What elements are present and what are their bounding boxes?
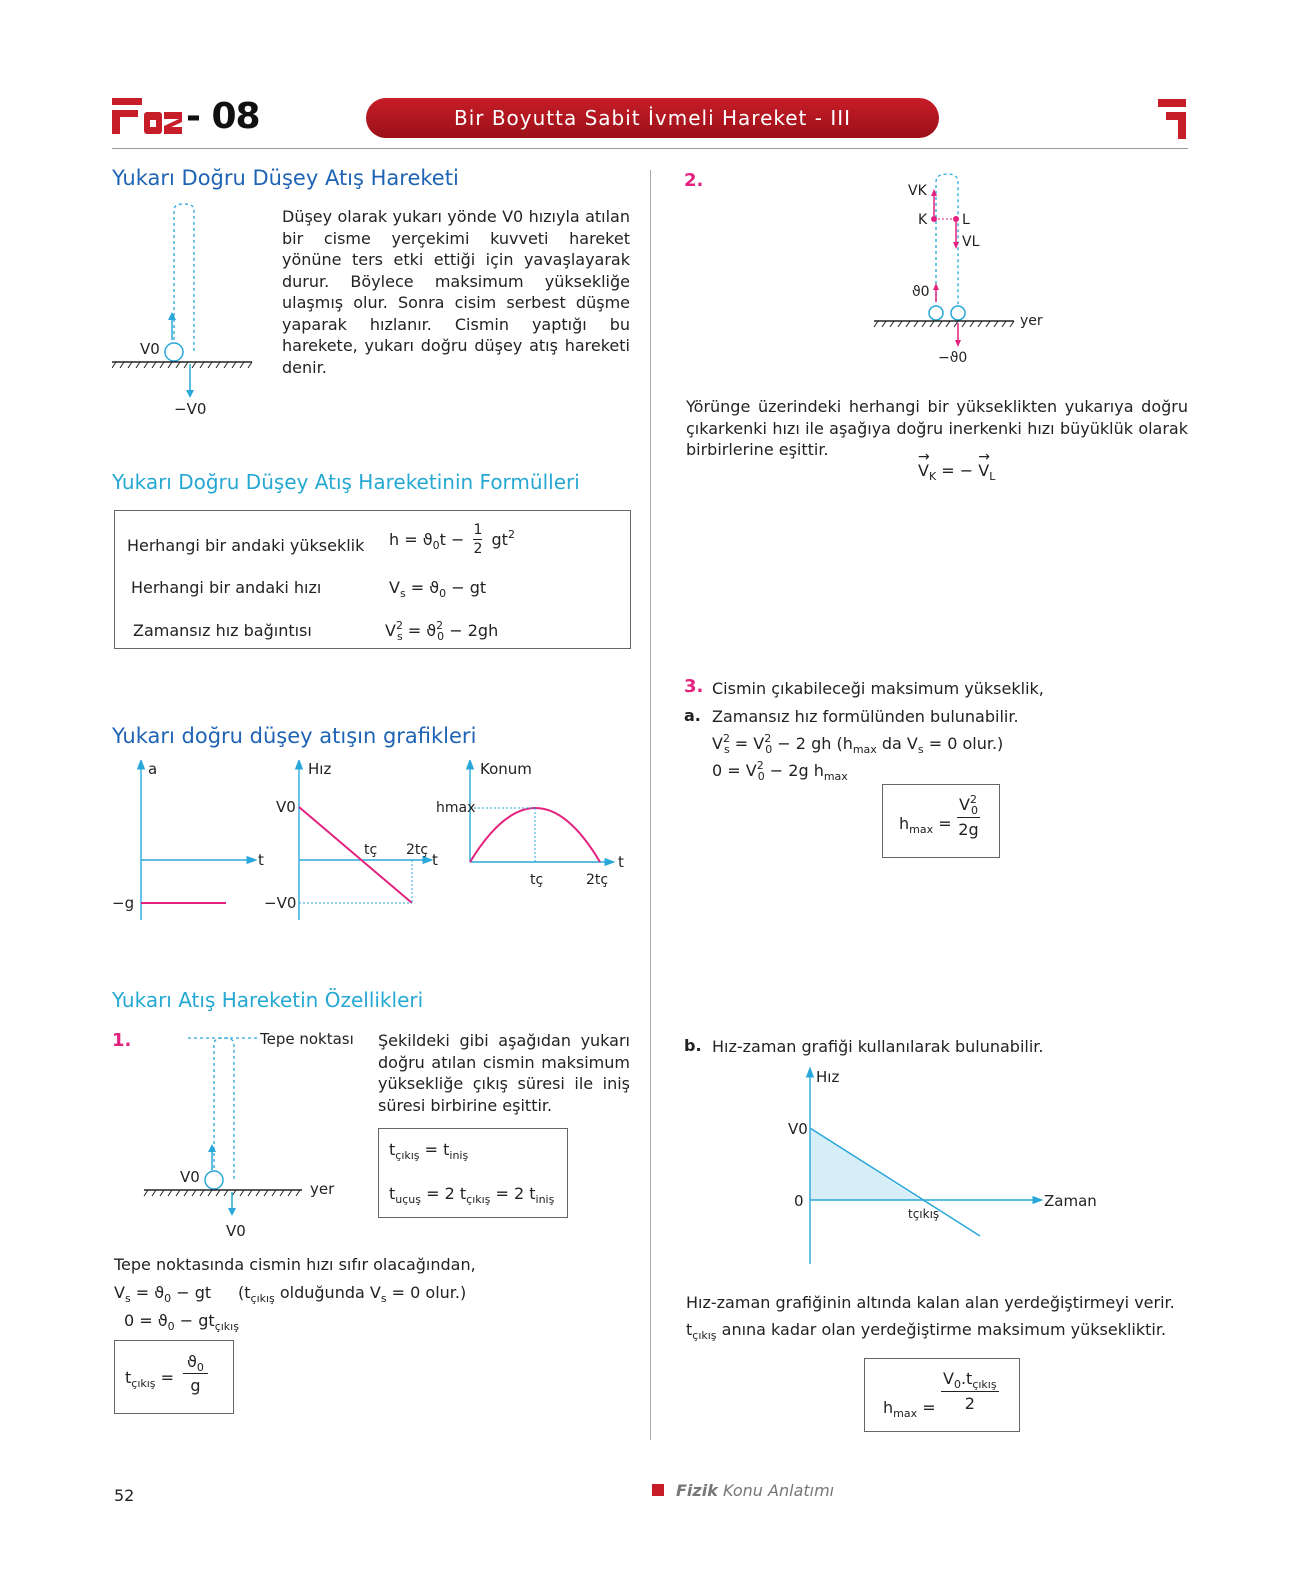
item-1-eq1-note: ($t_{çıkış}$ olduğunda $V_s = 0$ olur.) (238, 1283, 467, 1305)
item-3b-after2: $t_{çıkış}$ anına kadar olan yerdeğiştirme maksimum yüksekliktir. (686, 1320, 1167, 1342)
item-1-eq2: $0 = ϑ_0 - gt_{çıkış}$ (124, 1311, 239, 1333)
box-line-1: $t_{çıkış} = t_{iniş}$ (389, 1140, 469, 1162)
formula-height: $h = ϑ_0t$ − $\frac{1}{2}$ $gt^2$ (389, 522, 515, 557)
graph-v-neg-v0: −V0 (264, 894, 297, 912)
graph-v-tc: tç (364, 842, 378, 858)
area-graph-zero: 0 (794, 1192, 804, 1210)
footer-square-icon (652, 1484, 664, 1496)
graph-v-xlabel: t (432, 851, 438, 869)
symmetry-figure (870, 170, 1090, 370)
graph-a-xlabel: t (258, 851, 264, 869)
item-3b-label: b. (684, 1036, 702, 1055)
section-title-graphs: Yukarı doğru düşey atışın grafikleri (112, 724, 477, 748)
motion-graphs (112, 760, 642, 930)
area-graph-v0: V0 (788, 1120, 808, 1138)
item-1-eq1: $V_s = ϑ_0$ − gt (114, 1283, 212, 1305)
item-3a-eq1: $V^2_s = V^2_0 - 2$ gh ($h_{max}$ da $V_s = 0$ olur.) (712, 732, 1004, 756)
formula-label-timeless: Zamansız hız bağıntısı (133, 621, 312, 640)
item-3b-after1: Hız-zaman grafiğinin altında kalan alan yerdeğiştirmeyi verir. (686, 1293, 1175, 1312)
graph-v-2tc: 2tç (406, 842, 429, 858)
time-equality-box (378, 1128, 568, 1218)
apex-figure (140, 1030, 370, 1240)
t-result-fraction: $ϑ_0$ g (183, 1351, 208, 1398)
area-graph-ylabel: Hız (816, 1068, 840, 1086)
graph-x-xlabel: t (618, 853, 624, 871)
item-3-number: 3. (684, 676, 704, 697)
item-1-after: Tepe noktasında cismin hızı sıfır olacağından, (114, 1255, 476, 1274)
footer-brand-bold: Fizik (676, 1481, 718, 1500)
hmax-b-fraction: $V_0.t_{çıkış}$ 2 (943, 1369, 997, 1413)
formula-velocity: $V_s = ϑ_0$ − gt (389, 578, 487, 600)
chapter-banner: Bir Boyutta Sabit İvmeli Hareket - III (366, 98, 939, 138)
t-result-lhs: $t_{çıkış}$ = (125, 1368, 175, 1390)
fig1-neg-v0-label: −V0 (174, 400, 207, 418)
area-graph-xlabel: Zaman (1044, 1192, 1097, 1210)
item-2-vector-eq: $V_K$ → = − $V_L$ → (918, 449, 996, 483)
item-1-number: 1. (112, 1030, 132, 1051)
graph-v-v0: V0 (276, 798, 296, 816)
item-2-number: 2. (684, 170, 704, 191)
item-3b-text: Hız-zaman grafiği kullanılarak bulunabilir. (712, 1037, 1044, 1056)
ground-label: yer (310, 1180, 335, 1198)
l-label: L (962, 212, 970, 228)
section-title-formulas: Yukarı Doğru Düşey Atış Hareketinin Formülleri (112, 470, 580, 494)
item-3a-text: Zamansız hız formülünden bulunabilir. (712, 707, 1019, 726)
item-2-text: Yörünge üzerindeki herhangi bir yükseklikten yukarıya doğru çıkarkenki hızı ile aşağıya doğru inerkenki hızı büyüklük olarak birbirlerine eşittir. (686, 397, 1188, 459)
box-line-2: $t_{uçuş} = 2$ $t_{çıkış} = 2$ $t_{iniş}$ (389, 1184, 555, 1206)
vk-label: VK (908, 183, 927, 199)
apex-v0-top: V0 (180, 1168, 200, 1186)
position-time-graph (436, 760, 624, 888)
hmax-a-lhs: $h_{max}$ = (899, 814, 952, 836)
formula-label-height: Herhangi bir andaki yükseklik (127, 536, 365, 555)
ground-label-2: yer (1020, 313, 1043, 329)
item-3a-eq2: $0 = V^2_0 - 2g$ $h_{max}$ (712, 759, 848, 783)
neg-theta0-label: −ϑ0 (938, 350, 968, 366)
graph-x-hmax: hmax (436, 800, 476, 816)
theta0-label: ϑ0 (912, 284, 930, 300)
graph-a-ylabel: a (148, 760, 158, 778)
vertical-throw-figure (112, 200, 262, 430)
column-divider (650, 170, 651, 1440)
section-title-vertical-throw: Yukarı Doğru Düşey Atış Hareketi (112, 166, 459, 190)
hmax-box-a (882, 784, 1000, 858)
hmax-a-fraction: $V^2_0$ 2g (958, 793, 979, 839)
graph-x-ylabel: Konum (480, 760, 532, 778)
faz-logo-mark (112, 98, 182, 136)
footer-brand-rest: Konu Anlatımı (722, 1481, 835, 1500)
velocity-time-graph (264, 760, 438, 920)
footer-brand (676, 1481, 834, 1500)
corner-logo-icon (1158, 99, 1186, 143)
section-title-properties: Yukarı Atış Hareketin Özellikleri (112, 988, 424, 1012)
graph-v-ylabel: Hız (308, 760, 332, 778)
graph-x-tc: tç (530, 872, 544, 888)
hmax-box-b (864, 1358, 1020, 1432)
apex-v0-bottom: V0 (226, 1222, 246, 1240)
unit-number: - 08 (186, 96, 260, 137)
item-3-text: Cismin çıkabileceği maksimum yükseklik, (712, 679, 1044, 698)
item-1-text: Şekildeki gibi aşağıdan yukarı doğru atılan cismin maksimum yüksekliğe çıkış süresi ile iniş süresi birbirine eşittir. (378, 1031, 630, 1115)
vl-label: VL (962, 234, 980, 250)
vertical-throw-description: Düşey olarak yukarı yönde V0 hızıyla atılan bir cisme yerçekimi kuvveti hareket yönüne ters etki ettiği için yavaşlayarak durur. Böylece maksimum yüksekliğe ulaşmış olur. Sonra cisim serbest düşme yaparak hızlanır. Cismin yaptığı bu harekete, yukarı doğru düşey atış hareketi denir. (282, 207, 630, 377)
formula-label-velocity: Herhangi bir andaki hızı (131, 578, 322, 597)
velocity-time-area-graph (780, 1066, 1100, 1272)
item-3a-label: a. (684, 706, 701, 725)
t-result-box (114, 1340, 234, 1414)
k-label: K (918, 212, 928, 228)
hmax-b-lhs: $h_{max}$ = (883, 1398, 936, 1420)
fig1-v0-label: V0 (140, 340, 160, 358)
area-graph-tc: tçıkış (908, 1207, 940, 1221)
header-rule (112, 148, 1188, 149)
acceleration-time-graph (112, 760, 264, 920)
formula-timeless: $V^2_s = ϑ^2_0 - 2gh$ (385, 619, 499, 643)
formula-box (114, 510, 631, 649)
graph-x-2tc: 2tç (586, 872, 609, 888)
page-number: 52 (114, 1486, 135, 1505)
graph-a-value: −g (112, 894, 135, 912)
apex-label: Tepe noktası (260, 1030, 354, 1048)
faz-logo (112, 98, 182, 140)
